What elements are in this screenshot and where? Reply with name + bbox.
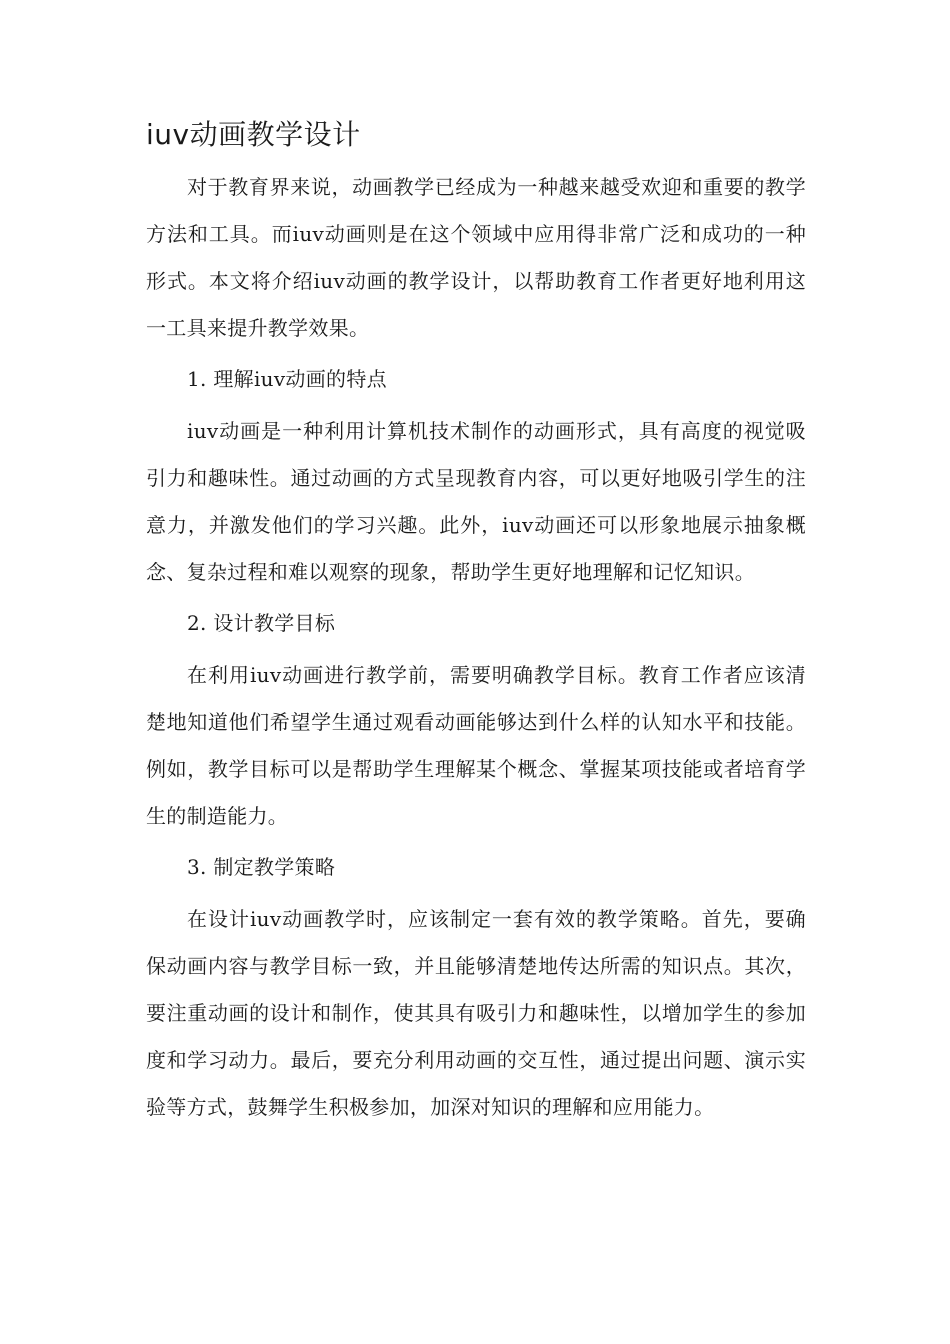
section-heading-3: 3. 制定教学策略: [187, 855, 336, 879]
section-body-1: iuv动画是一种利用计算机技术制作的动画形式，具有高度的视觉吸引力和趣味性。通过动画的方式呈现教育内容，可以更好地吸引学生的注意力，并激发他们的学习兴趣。此外，iuv动画还可以形象地展示抽象概念、复杂过程和难以观察的现象，帮助学生更好地理解和记忆知识。: [146, 419, 806, 584]
document-page: [146, 112, 806, 1131]
section-body-3: 在设计iuv动画教学时，应该制定一套有效的教学策略。首先，要确保动画内容与教学目标一致，并且能够清楚地传达所需的知识点。其次，要注重动画的设计和制作，使其具有吸引力和趣味性，以增加学生的参加度和学习动力。最后，要充分利用动画的交互性，通过提出问题、演示实验等方式，鼓舞学生积极参加，加深对知识的理解和应用能力。: [146, 907, 806, 1119]
document-title: iuv动画教学设计: [146, 118, 361, 151]
section-heading-2: 2. 设计教学目标: [187, 611, 336, 635]
section-heading-1: 1. 理解iuv动画的特点: [187, 367, 387, 391]
section-body-2: 在利用iuv动画进行教学前，需要明确教学目标。教育工作者应该清楚地知道他们希望学生通过观看动画能够达到什么样的认知水平和技能。例如，教学目标可以是帮助学生理解某个概念、掌握某项技能或者培育学生的制造能力。: [146, 663, 806, 828]
intro-paragraph: 对于教育界来说，动画教学已经成为一种越来越受欢迎和重要的教学方法和工具。而iuv动画则是在这个领域中应用得非常广泛和成功的一种形式。本文将介绍iuv动画的教学设计，以帮助教育工作者更好地利用这一工具来提升教学效果。: [146, 175, 806, 340]
